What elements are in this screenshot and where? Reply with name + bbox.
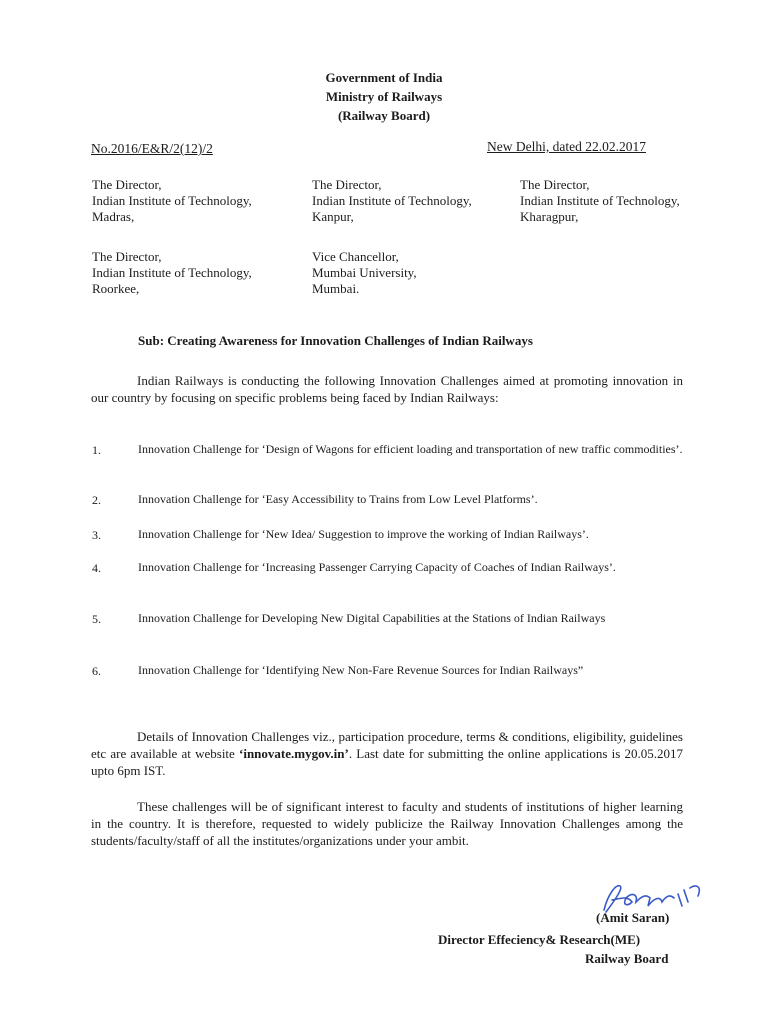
challenge-item: Innovation Challenge for ‘Design of Wagons for efficient loading and transportation of new traffic commodities’. — [138, 442, 683, 456]
closing-paragraph: These challenges will be of significant interest to faculty and students of institutions of higher learning in the country. It is therefore, requested to widely publicize the Railway Innovation Challenges among the students/faculty/staff of all the institutes/organizations under your ambit. — [91, 799, 683, 848]
details-paragraph — [91, 728, 683, 779]
addressee-line2: Roorkee, — [92, 281, 140, 296]
addressee-line2: Madras, — [92, 209, 135, 224]
addressee-line2: Kanpur, — [312, 209, 354, 224]
addressee-iit-roorkee — [92, 249, 252, 297]
challenge-number: 3. — [92, 528, 101, 542]
challenge-item: Innovation Challenge for ‘Easy Accessibility to Trains from Low Level Platforms’. — [138, 492, 538, 506]
addressee-mumbai-university — [312, 249, 417, 297]
subject-line: Sub: Creating Awareness for Innovation Challenges of Indian Railways — [138, 333, 533, 348]
intro-paragraph: Indian Railways is conducting the following Innovation Challenges aimed at promoting innovation in our country by focusing on specific problems being faced by Indian Railways: — [91, 373, 683, 405]
addressee-role: The Director, — [520, 177, 590, 192]
challenge-item: Innovation Challenge for ‘New Idea/ Suggestion to improve the working of Indian Railways’. — [138, 527, 589, 541]
signatory-title: Director Effeciency& Research(ME) — [438, 932, 641, 947]
challenge-number: 6. — [92, 664, 101, 678]
addressee-iit-kharagpur — [520, 177, 680, 225]
addressee-line1: Indian Institute of Technology, — [520, 193, 680, 208]
letter-date: New Delhi, dated 22.02.2017 — [487, 139, 646, 154]
challenge-item: Innovation Challenge for ‘Identifying New Non-Fare Revenue Sources for Indian Railways” — [138, 663, 584, 677]
addressee-role: The Director, — [92, 177, 162, 192]
signatory-organization: Railway Board — [585, 951, 669, 966]
addressee-role: Vice Chancellor, — [312, 249, 399, 264]
header-board: (Railway Board) — [337, 108, 431, 123]
addressee-role: The Director, — [312, 177, 382, 192]
details-text-after: . Last date for submitting the online applications is 20.05.2017 upto 6pm IST. — [91, 746, 683, 778]
addressee-role: The Director, — [92, 249, 162, 264]
challenge-number: 1. — [92, 443, 101, 457]
addressee-line2: Kharagpur, — [520, 209, 579, 224]
reference-number: No.2016/E&R/2(12)/2 — [91, 141, 213, 156]
header-government: Government of India — [325, 70, 443, 85]
challenge-item: Innovation Challenge for Developing New Digital Capabilities at the Stations of Indian Railways — [138, 611, 606, 625]
challenge-number: 2. — [92, 493, 101, 507]
challenge-number: 4. — [92, 561, 101, 575]
addressee-line1: Indian Institute of Technology, — [312, 193, 472, 208]
challenge-number: 5. — [92, 612, 101, 626]
challenge-item: Innovation Challenge for ‘Increasing Passenger Carrying Capacity of Coaches of Indian Railways’. — [138, 560, 616, 574]
addressee-line1: Indian Institute of Technology, — [92, 265, 252, 280]
header-ministry: Ministry of Railways — [325, 89, 443, 104]
addressee-line2: Mumbai. — [312, 281, 360, 296]
website-reference: ‘innovate.mygov.in’ — [239, 746, 349, 761]
addressee-iit-kanpur — [312, 177, 472, 225]
addressee-line1: Mumbai University, — [312, 265, 417, 280]
signatory-name: (Amit Saran) — [596, 910, 670, 925]
addressee-iit-madras — [92, 177, 252, 225]
details-text-before: Details of Innovation Challenges viz., participation procedure, terms & conditions, eligibility, guidelines etc are available at website — [91, 729, 683, 761]
addressee-line1: Indian Institute of Technology, — [92, 193, 252, 208]
